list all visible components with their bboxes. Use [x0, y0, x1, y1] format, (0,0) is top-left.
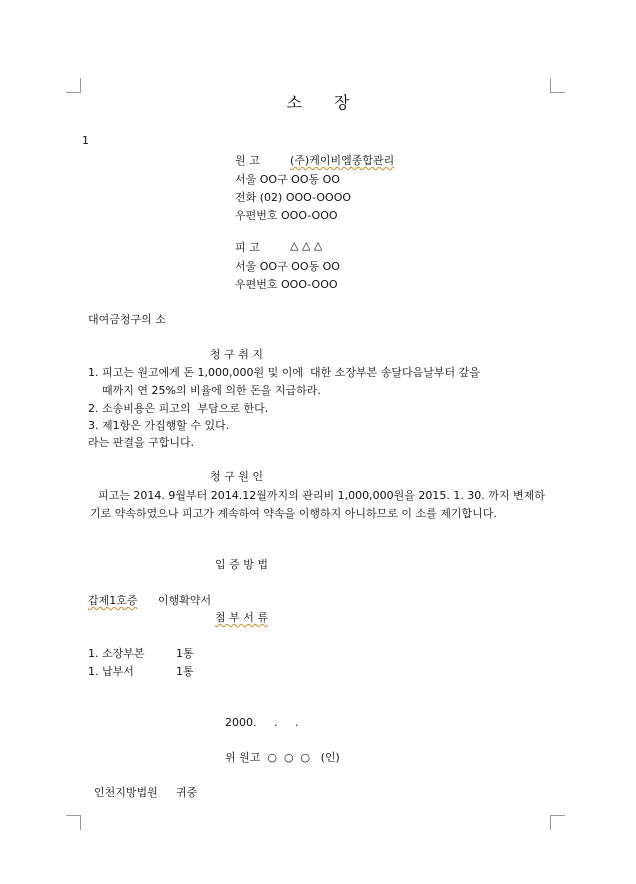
case-name: 대여금청구의 소	[88, 313, 166, 326]
attachment-label: 1. 소장부본	[88, 647, 145, 660]
crop-mark-bottom-left	[66, 815, 81, 830]
date-line: 2000. . .	[225, 716, 299, 729]
claim-line: 3. 제1항은 가집행할 수 있다.	[88, 419, 230, 432]
cause-line: 피고는 2014. 9월부터 2014.12월까지의 관리비 1,000,000원을 2015. 1. 30. 까지 변제하	[98, 489, 545, 502]
claim-line: 2. 소송비용은 피고의 부담으로 한다.	[88, 402, 269, 415]
page-number: 1	[82, 134, 89, 147]
court-name: 인천지방법원	[94, 786, 158, 799]
plaintiff-label: 원 고	[235, 154, 260, 167]
plaintiff-phone: 전화 (02) OOO-OOOO	[235, 191, 352, 204]
plaintiff-postal: 우편번호 OOO-OOO	[235, 209, 338, 222]
plaintiff-name: (주)케이비엠종합관리	[290, 154, 395, 167]
cause-heading: 청 구 원 인	[210, 470, 263, 483]
defendant-postal: 우편번호 OOO-OOO	[235, 278, 338, 291]
defendant-address: 서울 OO구 OO동 OO	[235, 260, 340, 273]
claim-line: 때까지 연 25%의 비율에 의한 돈을 지급하라.	[88, 384, 321, 397]
attachment-count: 1통	[176, 647, 194, 660]
claim-line: 1. 피고는 원고에게 돈 1,000,000원 및 이에 대한 소장부본 송달다음날부터 갚을	[88, 366, 480, 379]
court-suffix: 귀중	[176, 786, 198, 799]
evidence-item-label: 갑제1호증	[88, 594, 138, 607]
crop-mark-bottom-right	[550, 815, 565, 830]
defendant-label: 피 고	[235, 241, 260, 254]
plaintiff-address: 서울 OO구 OO동 OO	[235, 173, 340, 186]
attachment-count: 1통	[176, 665, 194, 678]
claim-heading: 청 구 취 지	[210, 348, 263, 361]
cause-line: 기로 약속하였으나 피고가 계속하여 약속을 이행하지 아니하므로 이 소를 제기합니다.	[90, 507, 497, 520]
evidence-heading: 입 증 방 법	[215, 558, 268, 571]
claim-line: 라는 판결을 구합니다.	[88, 436, 195, 449]
attachments-heading: 첨 부 서 류	[215, 611, 268, 624]
evidence-item-value: 이행확약서	[158, 594, 212, 607]
document-title: 소 장	[286, 93, 350, 112]
defendant-name: △ △ △	[290, 239, 323, 252]
attachment-label: 1. 납부서	[88, 665, 134, 678]
signature-line: 위 원고 ○ ○ ○ (인)	[225, 751, 340, 764]
